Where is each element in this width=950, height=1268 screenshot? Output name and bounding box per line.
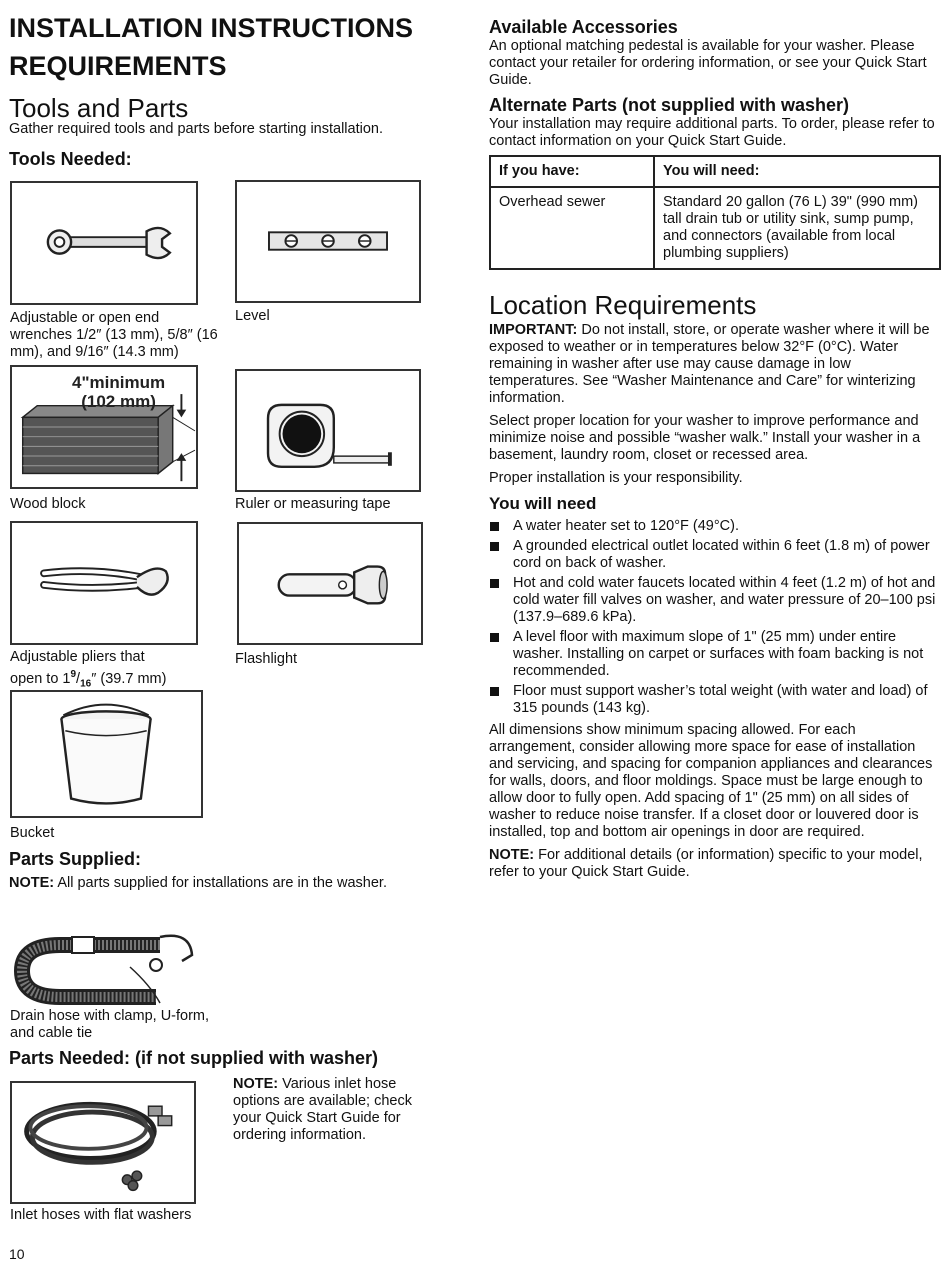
- table-cell-requirement: Standard 20 gallon (76 L) 39" (990 mm) tall drain tub or utility sink, sump pump, and connectors (available from local plumbing suppliers): [654, 187, 940, 269]
- pliers-icon: [12, 523, 196, 643]
- table-header-row: [490, 156, 940, 187]
- pliers-caption-part3: ″ (39.7 mm): [91, 670, 167, 687]
- wrench-figure: [10, 181, 198, 305]
- model-note: [489, 847, 943, 881]
- flashlight-icon: [239, 524, 421, 643]
- wood-block-label-line2: (102 mm): [81, 392, 156, 411]
- drain-hose-icon: [10, 915, 200, 1005]
- bullet-square-icon: [490, 522, 499, 531]
- page-number: 10: [9, 1246, 25, 1262]
- alternate-parts-heading: Alternate Parts (not supplied with washer): [489, 95, 850, 115]
- parts-supplied-note: [9, 875, 387, 892]
- tape-caption: Ruler or measuring tape: [235, 496, 391, 512]
- model-note-text: For additional details (or information) specific to your model, refer to your Quick Start Guide.: [489, 847, 923, 880]
- inlet-note-label: NOTE:: [233, 1076, 279, 1092]
- right-column: [489, 16, 943, 881]
- tape-measure-icon: [237, 371, 419, 490]
- pliers-caption-part1: Adjustable pliers that: [10, 649, 145, 665]
- bucket-caption: Bucket: [10, 825, 55, 841]
- pliers-figure: [10, 521, 198, 645]
- tools-parts-heading: Tools and Parts: [9, 93, 189, 123]
- list-item: A grounded electrical outlet located within 6 feet (1.8 m) of power cord on back of washer.: [489, 538, 943, 572]
- you-will-need-heading: You will need: [489, 494, 597, 513]
- dimensions-text: All dimensions show minimum spacing allowed. For each arrangement, consider allowing more space for ease of installation and servicing, and spacing for companion appliances and clearances for walls, doors, and floor moldings. Space must be large enough to allow door to fully open. Add spacing of 1" (25 mm) on all sides of washer to reduce noise transfer. If a closet door or louvered door is installed, top and bottom air openings in door are required.: [489, 722, 933, 840]
- bullet-square-icon: [490, 687, 499, 696]
- bullet-square-icon: [490, 579, 499, 588]
- pliers-caption: Adjustable pliers that open to $1^9/_{16}''$ (39.7 mm): [10, 649, 167, 690]
- model-note-label: NOTE:: [489, 847, 535, 863]
- parts-needed-heading: Parts Needed: (if not supplied with washer): [9, 1048, 379, 1068]
- table-cell-condition: Overhead sewer: [490, 187, 654, 269]
- tools-parts-intro: Gather required tools and parts before starting installation.: [9, 121, 383, 137]
- bucket-icon: [12, 692, 201, 816]
- pliers-caption-part2: open to 1: [10, 670, 71, 687]
- alternate-parts-text: Your installation may require additional parts. To order, please refer to contact information on your Quick Start Guide.: [489, 116, 935, 149]
- select-location-text: Select proper location for your washer to improve performance and minimize noise and possible “washer walk.” Install your washer in a basement, laundry room, closet or recessed area.: [489, 413, 921, 463]
- page-title: [9, 9, 413, 85]
- wood-block-label-line1: 4"minimum: [72, 373, 166, 392]
- wood-block-caption: Wood block: [10, 496, 86, 512]
- list-item: Hot and cold water faucets located within 4 feet (1.2 m) of hot and cold water fill valves on washer, and water pressure of 20–100 psi (137.9–689.6 kPa).: [489, 575, 943, 626]
- location-heading: Location Requirements: [489, 290, 757, 320]
- list-item: A level floor with maximum slope of 1" (25 mm) under entire washer. Installing on carpet or surfaces with foam backing is not recommended.: [489, 629, 943, 680]
- list-item: Floor must support washer’s total weight (with water and load) of 315 pounds (143 kg).: [489, 683, 943, 717]
- title-line-1: INSTALLATION INSTRUCTIONS: [9, 13, 413, 43]
- table-row: [490, 187, 940, 269]
- tape-measure-figure: [235, 369, 421, 492]
- important-text: Do not install, store, or operate washer where it will be exposed to weather or in temperatures below 32°F (0°C). Water remaining in washer after use may cause damage in low temperatures. See “Washer Maintenance and Care” for winterizing information.: [489, 322, 930, 406]
- wrench-icon: [12, 183, 196, 303]
- level-caption: Level: [235, 308, 270, 324]
- bullet-square-icon: [490, 542, 499, 551]
- pliers-frac-num: 9: [70, 669, 77, 680]
- parts-supplied-heading: Parts Supplied:: [9, 849, 142, 869]
- title-line-2: REQUIREMENTS: [9, 51, 227, 81]
- drain-hose-caption: Drain hose with clamp, U-form, and cable tie: [10, 1008, 210, 1041]
- inlet-hoses-icon: [12, 1083, 194, 1202]
- parts-supplied-note-text: All parts supplied for installations are in the washer.: [54, 875, 387, 891]
- flashlight-figure: [237, 522, 423, 645]
- important-paragraph: [489, 322, 943, 407]
- list-item: A water heater set to 120°F (49°C).: [489, 518, 943, 535]
- table-header-if-you-have: If you have:: [490, 156, 654, 187]
- inlet-hose-note: [233, 1076, 438, 1144]
- accessories-heading: Available Accessories: [489, 17, 678, 37]
- inlet-hoses-figure: [10, 1081, 196, 1204]
- accessories-text: An optional matching pedestal is available for your washer. Please contact your retailer for ordering information, or see your Quick Start Guide.: [489, 38, 927, 88]
- bucket-figure: [10, 690, 203, 818]
- needs-list: [489, 518, 943, 717]
- wood-block-label: [72, 373, 165, 412]
- important-label: IMPORTANT:: [489, 322, 578, 338]
- pliers-frac-den: 16: [80, 678, 92, 690]
- drain-hose-figure: [10, 915, 200, 1005]
- table-header-you-will-need: You will need:: [654, 156, 940, 187]
- level-figure: [235, 180, 421, 303]
- flashlight-caption: Flashlight: [235, 651, 298, 667]
- responsibility-text: Proper installation is your responsibility.: [489, 470, 743, 486]
- inlet-note-text: Various inlet hose options are available; check your Quick Start Guide for ordering information.: [233, 1076, 412, 1143]
- parts-supplied-note-label: NOTE:: [9, 875, 55, 891]
- inlet-hoses-caption: Inlet hoses with flat washers: [10, 1207, 192, 1223]
- parts-table: [489, 155, 941, 270]
- tools-needed-heading: Tools Needed:: [9, 149, 132, 169]
- level-icon: [237, 182, 419, 301]
- wrench-caption: Adjustable or open end wrenches 1/2″ (13 mm), 5/8″ (16 mm), and 9/16″ (14.3 mm): [10, 310, 218, 360]
- bullet-square-icon: [490, 633, 499, 642]
